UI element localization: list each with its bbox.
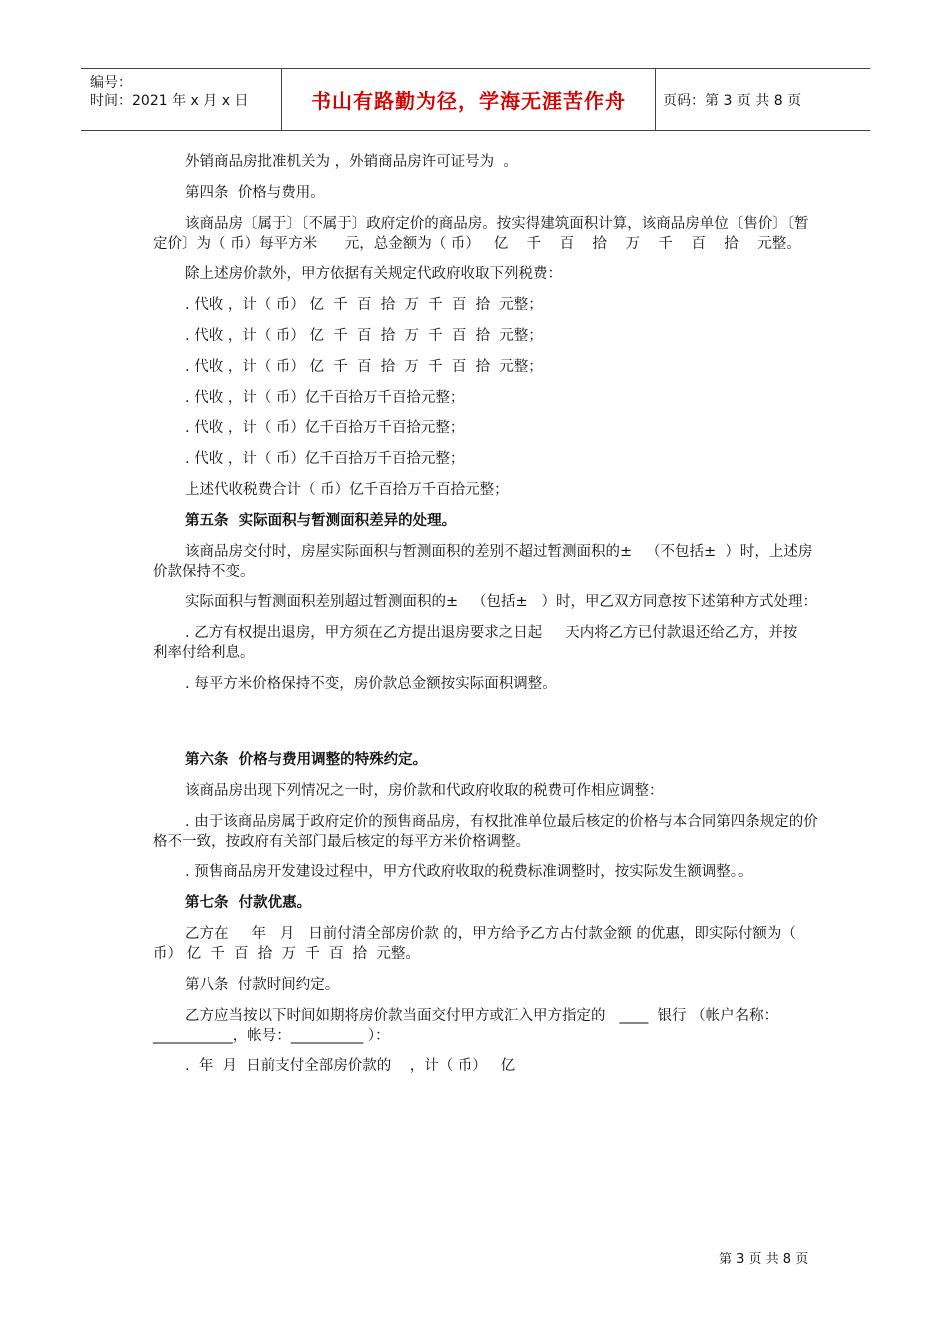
contract-paragraph: . 代收 ，计（ 币） 亿 千 百 拾 万 千 百 拾 元整； bbox=[185, 297, 543, 314]
document-header bbox=[81, 68, 870, 131]
footer-page-number: 第 3 页 共 8 页 bbox=[719, 1252, 809, 1267]
contract-paragraph: 第八条 付款时间约定。 bbox=[185, 976, 340, 993]
contract-paragraph: 除上述房价款外，甲方依据有关规定代政府收取下列税费： bbox=[185, 266, 562, 283]
contract-paragraph: 第四条 价格与费用。 bbox=[185, 184, 325, 201]
header-motto: 书山有路勤为径，学海无涯苦作舟 bbox=[311, 89, 626, 113]
contract-body bbox=[153, 152, 818, 1087]
header-page-number: 页码：第 3 页 共 8 页 bbox=[663, 92, 802, 109]
contract-paragraph: . 由于该商品房属于政府定价的预售商品房，有权批准单位最后核定的价格与本合同第四条规定的价格不一致，按政府有关部门最后核定的每平方米价格调整。 bbox=[153, 813, 818, 850]
contract-paragraph: 该商品房出现下列情况之一时，房价款和代政府收取的税费可作相应调整： bbox=[185, 782, 664, 799]
contract-paragraph: 外销商品房批准机关为 ，外销商品房许可证号为 。 bbox=[185, 154, 518, 170]
contract-paragraph: . 年 月 日前支付全部房价款的 ，计（ 币） 亿 bbox=[185, 1058, 516, 1075]
contract-paragraph: 乙方在 年 月 日前付清全部房价款 的，甲方给予乙方占付款金额 的优惠，即实际付额为（ 币） 亿 千 百 拾 万 千 百 拾 元整。 bbox=[153, 925, 801, 962]
contract-paragraph: 乙方应当按以下时间如期将房价款当面交付甲方或汇入甲方指定的 ____ 银行 （帐户名称：___________，帐号：__________ ）： bbox=[153, 1007, 779, 1044]
section-heading: 第七条 付款优惠。 bbox=[185, 895, 312, 912]
contract-paragraph: . 代收 ，计（ 币）亿千百拾万千百拾元整； bbox=[185, 420, 465, 437]
contract-paragraph: 该商品房〔属于〕〔不属于〕政府定价的商品房。按实得建筑面积计算，该商品房单位〔售价〕〔暂定价〕为（ 币）每平方米 元，总金额为（ 币） 亿 千 百 拾 万 千 百 拾 元整。 bbox=[153, 215, 809, 252]
header-meta-cell bbox=[81, 69, 281, 130]
header-motto-cell bbox=[281, 69, 656, 130]
document-code-label: 编号： bbox=[90, 75, 132, 91]
contract-paragraph: 该商品房交付时，房屋实际面积与暂测面积的差别不超过暂测面积的± （不包括± ）时，上述房价款保持不变。 bbox=[153, 543, 813, 580]
contract-paragraph: . 代收 ，计（ 币） 亿 千 百 拾 万 千 百 拾 元整； bbox=[185, 358, 543, 375]
contract-paragraph: . 乙方有权提出退房，甲方须在乙方提出退房要求之日起 天内将乙方已付款退还给乙方，并按 利率付给利息。 bbox=[153, 625, 807, 662]
contract-paragraph: . 代收 ，计（ 币）亿千百拾万千百拾元整； bbox=[185, 451, 465, 468]
contract-paragraph: . 每平方米价格保持不变，房价款总金额按实际面积调整。 bbox=[185, 675, 557, 692]
paragraph-spacer bbox=[153, 710, 818, 734]
contract-paragraph: . 代收 ，计（ 币） 亿 千 百 拾 万 千 百 拾 元整； bbox=[185, 327, 543, 344]
contract-paragraph: 上述代收税费合计（ 币）亿千百拾万千百拾元整； bbox=[185, 481, 509, 498]
contract-paragraph: . 代收 ，计（ 币）亿千百拾万千百拾元整； bbox=[185, 389, 465, 406]
document-date-label: 时间：2021 年 x 月 x 日 bbox=[90, 93, 249, 109]
contract-paragraph: . 预售商品房开发建设过程中，甲方代政府收取的税费标准调整时，按实际发生额调整。。 bbox=[185, 864, 753, 881]
header-page-cell bbox=[655, 69, 870, 130]
section-heading: 第五条 实际面积与暂测面积差异的处理。 bbox=[185, 512, 457, 529]
section-heading: 第六条 价格与费用调整的特殊约定。 bbox=[185, 751, 428, 768]
contract-paragraph: 实际面积与暂测面积差别超过暂测面积的± （包括± ）时，甲乙双方同意按下述第种方式处理： bbox=[185, 594, 817, 611]
